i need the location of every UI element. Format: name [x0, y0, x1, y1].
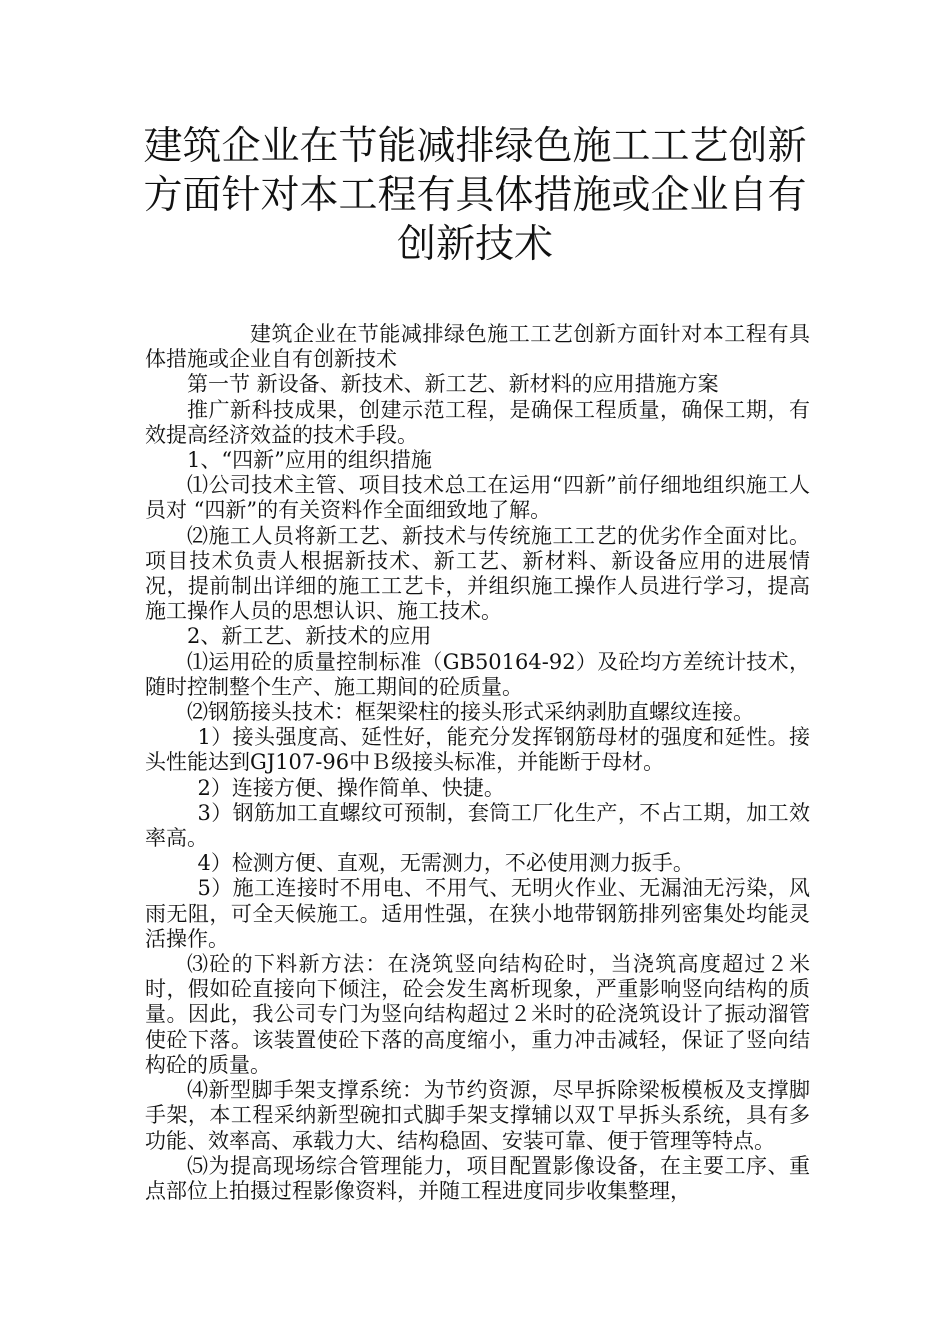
- subsection-heading: 2、新工艺、新技术的应用: [187, 624, 432, 649]
- list-item: 5）施工连接时不用电、不用气、无明火作业、无漏油无污染，风雨无阻，可全天候施工。适用性强，在狭小地带钢筋排列密集处均能灵活操作。: [145, 876, 810, 951]
- subsection-heading: 1、“四新”应用的组织措施: [187, 448, 432, 473]
- paragraph: ⑴运用砼的质量控制标准（GB50164-92）及砼均方差统计技术，随时控制整个生产、施工期间的砼质量。: [145, 649, 810, 699]
- paragraph: ⑵施工人员将新工艺、新技术与传统施工工艺的优劣作全面对比。项目技术负责人根据新技术、新工艺、新材料、新设备应用的进展情况，提前制出详细的施工工艺卡，并组织施工操作人员进行学习，提高施工操作人员的思想认识、施工技术。: [145, 523, 810, 624]
- paragraph: ⑵钢筋接头技术：框架梁柱的接头形式采纳剥肋直螺纹连接。: [187, 700, 754, 725]
- list-item: 3）钢筋加工直螺纹可预制，套筒工厂化生产，不占工期，加工效率高。: [145, 800, 810, 851]
- list-item: 2）连接方便、操作简单、快捷。: [197, 775, 505, 800]
- paragraph: ⑸为提高现场综合管理能力，项目配置影像设备，在主要工序、重点部位上拍摄过程影像资料，并随工程进度同步收集整理，: [145, 1153, 810, 1203]
- paragraph: 推广新科技成果，创建示范工程，是确保工程质量，确保工期，有效提高经济效益的技术手段。: [145, 397, 810, 447]
- document-title: 建筑企业在节能减排绿色施工工艺创新方面针对本工程有具体措施或企业自有创新技术: [143, 124, 807, 267]
- list-item: 1）接头强度高、延性好，能充分发挥钢筋母材的强度和延性。接头性能达到GJ107-96中Ｂ级接头标准，并能断于母材。: [145, 725, 810, 775]
- paragraph: ⑴公司技术主管、项目技术总工在运用“四新”前仔细地组织施工人员对 “四新”的有关资料作全面细致地了解。: [145, 473, 810, 523]
- document-body: [145, 322, 810, 1204]
- paragraph: ⑶砼的下料新方法：在浇筑竖向结构砼时，当浇筑高度超过２米时，假如砼直接向下倾注，砼会发生离析现象，严重影响竖向结构的质量。因此，我公司专门为竖向结构超过２米时的砼浇筑设计了振动溜管使砼下落。该装置使砼下落的高度缩小，重力冲击减轻，保证了竖向结构砼的质量。: [145, 952, 810, 1077]
- list-item: 4）检测方便、直观，无需测力，不必使用测力扳手。: [197, 851, 694, 876]
- section-heading: 第一节 新设备、新技术、新工艺、新材料的应用措施方案: [187, 372, 719, 397]
- intro-paragraph: 建筑企业在节能减排绿色施工工艺创新方面针对本工程有具体措施或企业自有创新技术: [145, 322, 810, 372]
- paragraph: ⑷新型脚手架支撑系统：为节约资源，尽早拆除梁板模板及支撑脚手架，本工程采纳新型碗扣式脚手架支撑辅以双Ｔ早拆头系统，具有多功能、效率高、承载力大、结构稳固、安装可靠、便于管理等特点。: [145, 1078, 810, 1153]
